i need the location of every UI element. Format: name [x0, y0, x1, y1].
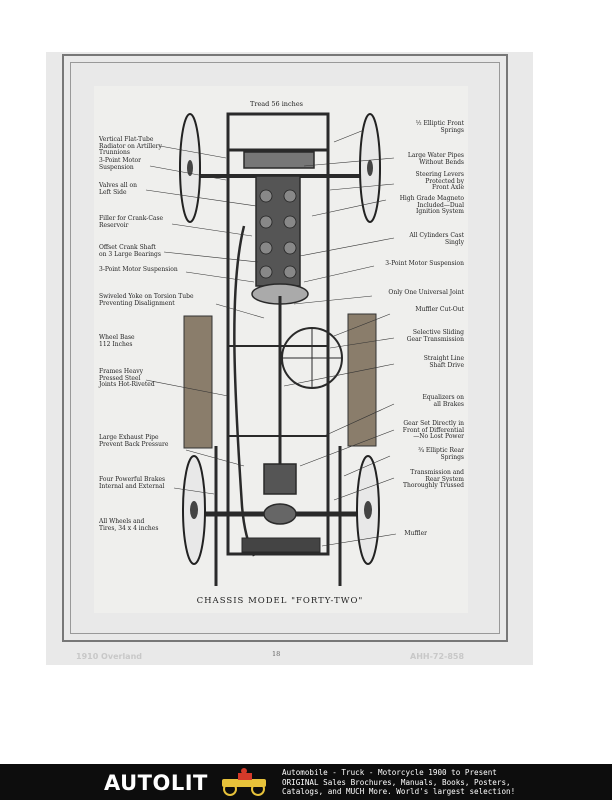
label-muffler: Muffler — [404, 530, 427, 537]
footer-catalog-code: AHH-72-858 — [410, 652, 465, 661]
label-wheel-base: Wheel Base 112 Inches — [99, 334, 135, 348]
banner-ad-text — [282, 768, 515, 797]
page-number: 18 — [272, 650, 281, 658]
label-universal-joint: Only One Universal Joint — [388, 289, 464, 296]
label-valves: Valves all on Left Side — [99, 182, 138, 196]
label-water-pipes: Large Water Pipes Without Bends — [407, 152, 464, 166]
label-cylinders: All Cylinders Cast Singly — [409, 232, 464, 246]
vintage-car-icon — [214, 767, 276, 797]
label-wheels-tires: All Wheels and Tires, 34 x 4 inches — [99, 518, 159, 532]
label-exhaust-pipe: Large Exhaust Pipe Prevent Back Pressure — [99, 434, 169, 448]
label-rear-springs: ¾ Elliptic Rear Springs — [418, 447, 464, 461]
label-front-springs: ½ Elliptic Front Springs — [415, 120, 464, 134]
label-gear-set: Gear Set Directly in Front of Differential —No Lost Power — [402, 420, 464, 441]
brand-name: AUTOLIT — [104, 771, 208, 795]
label-swiveled-yoke: Swiveled Yoke on Torsion Tube Preventing Disalignment — [99, 293, 194, 307]
label-transmission: Selective Sliding Gear Transmission — [406, 329, 464, 343]
label-equalizers: Equalizers on all Brakes — [422, 394, 464, 408]
tread-label: Tread 56 inches — [250, 100, 304, 108]
label-crank-shaft: Offset Crank Shaft on 3 Large Bearings — [99, 244, 161, 258]
label-steering-levers: Steering Levers Protected by Front Axle — [415, 171, 464, 192]
label-brakes: Four Powerful Brakes Internal and External — [99, 476, 166, 490]
banner-line-2: ORIGINAL Sales Brochures, Manuals, Books, Posters, — [282, 777, 511, 787]
label-frames: Frames Heavy Pressed Steel Joints Hot-Riveted — [99, 368, 155, 389]
label-motor-suspension-front: 3-Point Motor Suspension — [99, 157, 141, 171]
label-motor-suspension-mid: 3-Point Motor Suspension — [99, 266, 178, 273]
label-motor-suspension-right: 3-Point Motor Suspension — [385, 260, 464, 267]
label-rear-system: Transmission and Rear System Thoroughly Trussed — [402, 469, 464, 490]
label-muffler-cutout: Muffler Cut-Out — [415, 306, 464, 313]
label-shaft-drive: Straight Line Shaft Drive — [423, 355, 464, 369]
banner-line-1: Automobile - Truck - Motorcycle 1900 to Present — [282, 768, 497, 777]
label-magneto: High Grade Magneto Included—Dual Ignition System — [399, 195, 464, 216]
banner-line-3: Catalogs, and MUCH More. World's largest selection! — [282, 787, 516, 797]
label-crank-case-filler: Filler for Crank-Case Reservoir — [99, 215, 164, 229]
page-title: CHASSIS MODEL "FORTY-TWO" — [196, 596, 364, 606]
footer-year-model: 1910 Overland — [76, 652, 142, 661]
label-radiator: Vertical Flat-Tube Radiator on Artillery Trunnions — [99, 136, 162, 157]
